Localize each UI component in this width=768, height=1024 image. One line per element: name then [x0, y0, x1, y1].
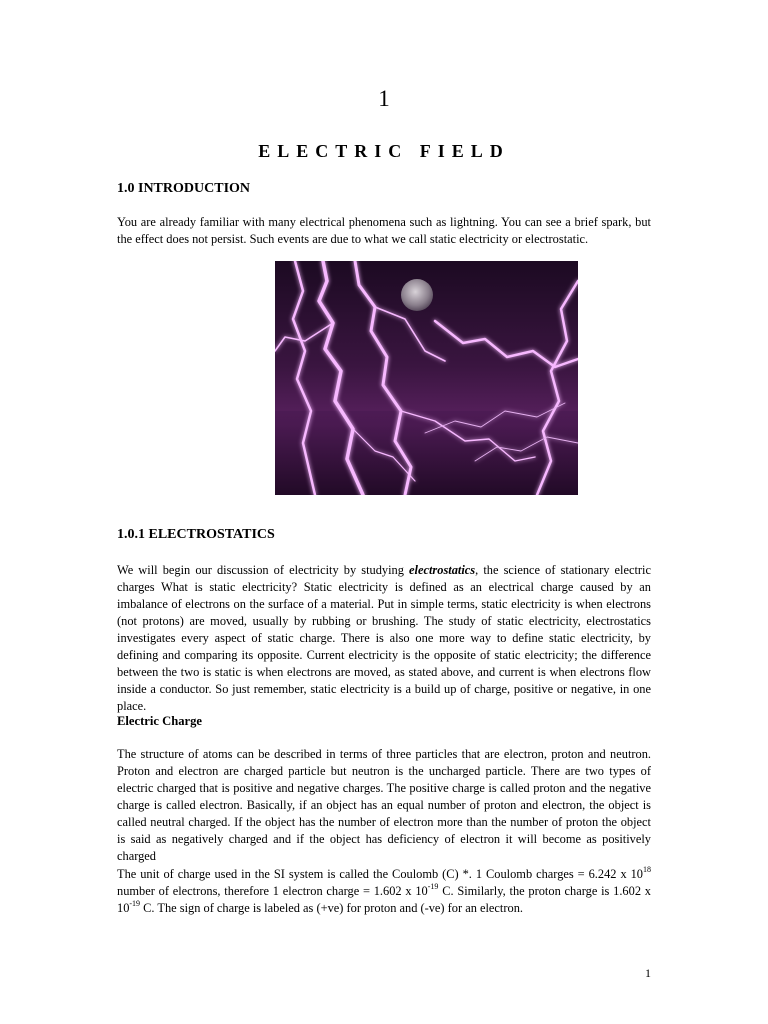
introduction-paragraph: You are already familiar with many electrical phenomena such as lightning. You can see a brief spark, but the effect does not persist. Such events are due to what we call static electricity or electrostatic. — [117, 215, 651, 246]
electrostatics-text-start: We will begin our discussion of electricity by studying — [117, 563, 410, 577]
exponent-2: -19 — [427, 881, 439, 891]
electrostatics-paragraph — [117, 562, 651, 715]
electric-charge-heading: Electric Charge — [117, 714, 202, 728]
unit-text-1: The unit of charge used in the SI system is called the Coulomb (C) *. 1 Coulomb charges = 6.242 x 10 — [117, 867, 643, 881]
introduction-heading: 1.0 INTRODUCTION — [117, 181, 251, 196]
unit-text-2: number of electrons, therefore 1 electron charge = 1.602 x 10 — [117, 884, 428, 898]
unit-text-4: C. The sign of charge is labeled as (+ve) for proton and (-ve) for an electron. — [140, 901, 523, 915]
unit-text-3: C. Similarly, the proton charge is 1.602 x 10 — [117, 884, 651, 915]
page-number: 1 — [645, 966, 651, 980]
unit-of-charge-paragraph — [117, 866, 651, 917]
lightning-illustration — [275, 261, 578, 495]
electrostatics-text-rest: , the science of stationary electric charges What is static electricity? Static electricity is defined as an electrical charge caused by an imbalance of electrons on the surface of a material. Put in simple terms, static electricity is when electrons (not protons) are moved, usually by rubbing or brushing. The study of static electricity, electrostatics investigates every aspect of static charge. There is also one more way to define static electricity, by defining and comparing its opposite. Current electricity is the opposite of static electricity; the difference between the two is static is when electrons are moved, as stated above, and current is when electrons flow inside a conductor. So just remember, static electricity is a build up of charge, positive or negative, in one place. — [117, 563, 651, 713]
lightning-moon-image — [275, 261, 578, 495]
electric-charge-paragraph: The structure of atoms can be described in terms of three particles that are electron, proton and neutron. Proton and electron are charged particle but neutron is the uncharged particle. There are two types of electric charged that is positive and negative charges. The positive charge is called proton and the negative charge is called electron. Basically, if an object has an equal number of proton and electron, the object is called neutral charged. If the object has the number of electron more than the number of proton the object is said as negatively charged and if the object has deficiency of electron it will become as positively charged — [117, 747, 651, 863]
exponent-1: 18 — [643, 864, 651, 874]
moon-shape — [401, 279, 433, 311]
electrostatics-term: electrostatics — [409, 563, 476, 577]
chapter-title: ELECTRIC FIELD — [258, 141, 510, 161]
electrostatics-heading: 1.0.1 ELECTROSTATICS — [117, 527, 275, 542]
exponent-3: -19 — [129, 898, 141, 908]
chapter-number: 1 — [378, 86, 390, 111]
